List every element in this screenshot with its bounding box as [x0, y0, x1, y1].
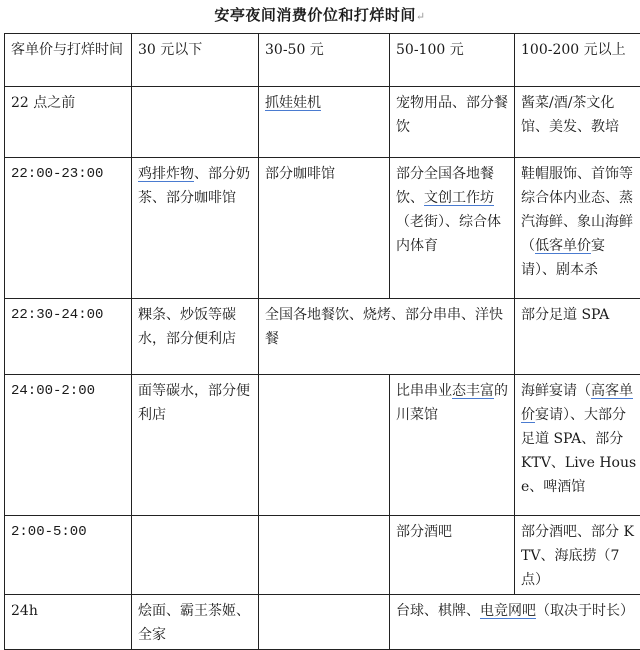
header-cell: 100-200 元以上: [515, 34, 640, 87]
cell: 部分咖啡馆: [259, 158, 390, 299]
table-row: [5, 87, 640, 158]
cell: 鸡排炸物、部分奶茶、部分咖啡馆: [132, 158, 259, 299]
cell: 宠物用品、部分餐饮: [390, 87, 515, 158]
cell: [132, 87, 259, 158]
cell: 部分全国各地餐饮、文创工作坊（老街）、综合体内体育: [390, 158, 515, 299]
price-closing-time-table: [4, 33, 640, 650]
header-cell: 30-50 元: [259, 34, 390, 87]
header-cell: 客单价与打烊时间: [5, 34, 132, 87]
cell: 面等碳水，部分便利店: [132, 375, 259, 516]
time-cell: 24h: [5, 595, 132, 650]
time-cell: 22:30-24:00: [5, 299, 132, 375]
cell: 部分酒吧: [390, 516, 515, 595]
document-title: 安亭夜间消费价位和打烊时间↵: [0, 4, 640, 25]
table-row: [5, 158, 640, 299]
cell: 海鲜宴请（高客单价宴请）、大部分足道 SPA、部分 KTV、Live House、啤酒馆: [515, 375, 640, 516]
cell: [132, 516, 259, 595]
table-row: [5, 595, 640, 650]
paragraph-mark-icon: ↵: [416, 10, 426, 23]
table-row: [5, 516, 640, 595]
header-cell: 30 元以下: [132, 34, 259, 87]
merged-cell: 全国各地餐饮、烧烤、部分串串、洋快餐: [259, 299, 515, 375]
cell: [259, 595, 390, 650]
cell: [259, 516, 390, 595]
time-cell: 22 点之前: [5, 87, 132, 158]
cell: 酱菜/酒/茶文化馆、美发、教培: [515, 87, 640, 158]
cell: 比串串业态丰富的川菜馆: [390, 375, 515, 516]
cell: 部分足道 SPA: [515, 299, 640, 375]
cell: 粿条、炒饭等碳水，部分便利店: [132, 299, 259, 375]
table-row: [5, 375, 640, 516]
cell: 部分酒吧、部分 KTV、海底捞（7 点）: [515, 516, 640, 595]
cell: [259, 375, 390, 516]
header-cell: 50-100 元: [390, 34, 515, 87]
time-cell: 2:00-5:00: [5, 516, 132, 595]
cell: 抓娃娃机: [259, 87, 390, 158]
merged-cell: 台球、棋牌、电竞网吧（取决于时长）: [390, 595, 640, 650]
table-header-row: [5, 34, 640, 87]
table-row: [5, 299, 640, 375]
cell: 鞋帽服饰、首饰等综合体内业态、蒸汽海鲜、象山海鲜（低客单价宴请）、剧本杀: [515, 158, 640, 299]
time-cell: 22:00-23:00: [5, 158, 132, 299]
cell: 烩面、霸王茶姬、全家: [132, 595, 259, 650]
time-cell: 24:00-2:00: [5, 375, 132, 516]
